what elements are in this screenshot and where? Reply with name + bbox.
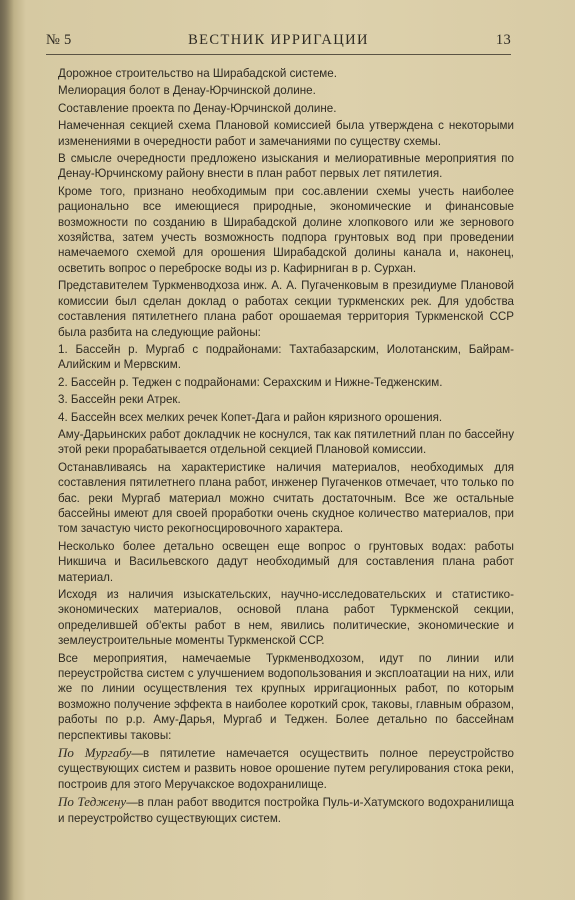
running-header xyxy=(46,32,511,55)
paragraph: Мелиорация болот в Денау-Юрчинской долине. xyxy=(58,84,316,98)
paragraph: Намеченная секцией схема Плановой комиссией была утверждена с некоторыми изменениями в очередности работ и замечаниями по существу схемы. xyxy=(58,119,514,148)
paragraph: Дорожное строительство на Ширабадской системе. xyxy=(58,67,337,80)
murgab-text: —в пятилетие намечается осуществить полное переустройство существующих систем и развить новое орошение путем регулирования стока реки, построив для этого Меручакское водохранилище. xyxy=(58,747,515,791)
murgab-lead: По Мургабу xyxy=(58,745,132,761)
paragraph: Аму-Дарьинских работ докладчик не коснулся, так как пятилетний план по бассейну этой реки прорабатывается отдельной секцией Плановой комиссии. xyxy=(58,427,514,457)
page-number: 13 xyxy=(495,32,511,48)
paragraph: Останавливаясь на характеристике наличия материалов, необходимых для составления пятилетнего плана работ, инженер Пугаченков отмечает, что только по бас. реки Мургаб материал можно считать достаточным. Все же остальные бассейны имеют для своей проработки очень скудное количество материалов, при том зачастую чисто рекогносцировочного характера. xyxy=(58,460,514,536)
paragraph: Исходя из наличия изыскательских, научно-исследовательских и статистико-экономических материалов, основой плана работ Туркменской секции, определившей об'екты работ в нем, явились политические, экономические и землеустроительные моменты Туркменской ССР. xyxy=(58,588,514,648)
list-item: 3. Бассейн реки Атрек. xyxy=(58,393,181,407)
issue-number: № 5 xyxy=(46,32,72,48)
list-item: 4. Бассейн всех мелких речек Копет-Дага и район кяризного орошения. xyxy=(58,410,443,424)
murgab-paragraph xyxy=(58,745,514,792)
page-edge-shadow xyxy=(0,0,14,900)
paragraph: Кроме того, признано необходимым при сос.авлении схемы учесть наиболее рационально все имеющиеся природные, экономические и финансовые возможности по созданию в Ширабадской долине хлопкового или же зернового хозяйства, затем учесть возможность подпора грунтовых вод при проведении намечаемого схемой для орошения Ширабадской долины канала и, наконец, осветить вопрос о переброске воды из р. Кафирниган в р. Сурхан. xyxy=(58,184,514,275)
tedzhen-paragraph xyxy=(58,794,514,826)
list-item: 1. Бассейн р. Мургаб с подрайонами: Тахтабазарским, Иолотанским, Байрам-Алийским и Мервским. xyxy=(58,342,514,372)
tedzhen-text: —в план работ вводится постройка Пуль-и-Хатумского водохранилища и переустройство существующих систем. xyxy=(58,796,514,825)
paragraph: Все мероприятия, намечаемые Туркменводхозом, идут по линии или переустройства систем с улучшением водопользования и эксплоатации на них, или же по линии осуществления тех крупных ирригационных работ, по которым возможно получение эффекта в наиболее короткий срок, таковы, главным образом, работы по р.р. Аму-Дарья, Мургаб и Теджен. Более детально по бассейнам перспективы таковы: xyxy=(58,651,514,742)
paragraph: В смысле очередности предложено изыскания и мелиоративные мероприятия по Денау-Юрчинскому району внести в план работ первых лет пятилетия. xyxy=(58,152,514,181)
article-body xyxy=(58,66,514,828)
tedzhen-lead: По Теджену xyxy=(58,794,127,810)
journal-title: ВЕСТНИК ИРРИГАЦИИ xyxy=(188,32,369,48)
list-item: 2. Бассейн р. Теджен с подрайонами: Серахским и Нижне-Тедженским. xyxy=(58,375,443,389)
paragraph: Составление проекта по Денау-Юрчинской долине. xyxy=(58,101,337,115)
paragraph: Представителем Туркменводхоза инж. А. А. Пугаченковым в президиуме Плановой комиссии был сделан доклад о работах секции туркменских рек. Для удобства составления пятилетнего плана работ орошаемая территория Туркменской ССР была разбита на следующие районы: xyxy=(58,279,514,339)
paragraph: Несколько более детально освещен еще вопрос о грунтовых водах: работы Никшича и Васильевского дадут необходимый для составления плана работ материал. xyxy=(58,539,514,584)
